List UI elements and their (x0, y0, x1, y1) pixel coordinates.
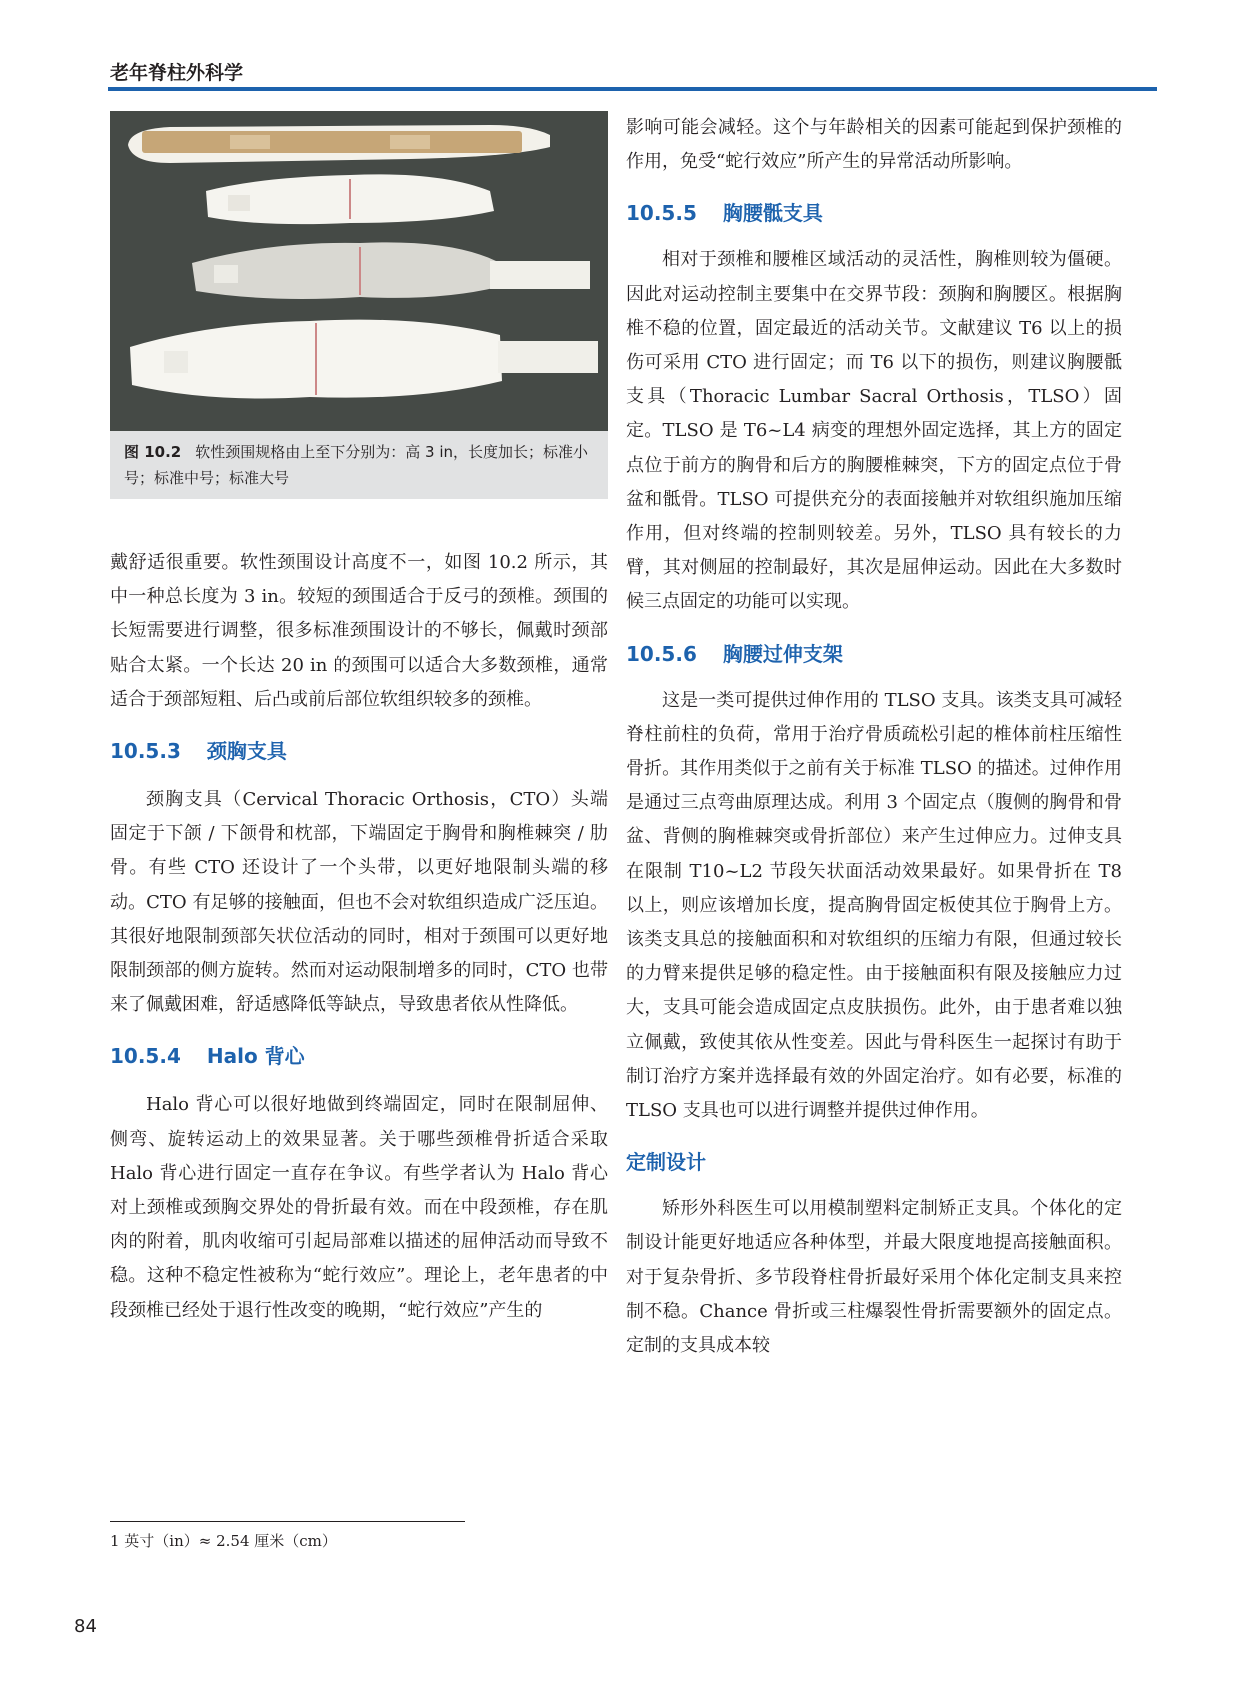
section-heading-custom-design (626, 1146, 1122, 1178)
figure-caption (110, 431, 608, 499)
left-column (110, 111, 608, 1328)
footnote-rule (110, 1521, 465, 1522)
section-title: 定制设计 (626, 1150, 706, 1175)
section-title: 胸腰骶支具 (722, 201, 823, 226)
left-para-1: 戴舒适很重要。软性颈围设计高度不一，如图 10.2 所示，其中一种总长度为 3 in。较短的颈围适合于反弓的颈椎。颈围的长短需要进行调整，很多标准颈围设计的不够长，佩戴时颈部贴合太紧。一个长达 20 in 的颈围可以适合大多数颈椎，通常适合于颈部短粗、后凸或前后部位软组织较多的颈椎。 (110, 552, 608, 710)
section-number: 10.5.4 (110, 1044, 181, 1069)
figure-label: 图 10.2 (124, 443, 182, 461)
section-heading-10-5-3 (110, 735, 608, 767)
section-number: 10.5.3 (110, 739, 181, 764)
figure-10-2 (110, 111, 608, 499)
header-rule (108, 87, 1157, 91)
section-heading-10-5-5 (626, 197, 1122, 229)
right-para-3: 这是一类可提供过伸作用的 TLSO 支具。该类支具可减轻脊柱前柱的负荷，常用于治疗骨质疏松引起的椎体前柱压缩性骨折。其作用类似于之前有关于标准 TLSO 的描述。过伸作用是通过三点弯曲原理达成。利用 3 个固定点（腹侧的胸骨和骨盆、背侧的胸椎棘突或骨折部位）来产生过伸应力。过伸支具在限制 T10~L2 节段矢状面活动效果最好。如果骨折在 T8 以上，则应该增加长度，提高胸骨固定板使其位于胸骨上方。该类支具总的接触面积和对软组织的压缩力有限，但通过较长的力臂来提供足够的稳定性。由于接触面积有限及接触应力过大，支具可能会造成固定点皮肤损伤。此外，由于患者难以独立佩戴，致使其依从性变差。因此与骨科医生一起探讨有助于制订治疗方案并选择最有效的外固定治疗。如有必要，标准的 TLSO 支具也可以进行调整并提供过伸作用。 (626, 689, 1122, 1122)
left-para-2: 颈胸支具（Cervical Thoracic Orthosis，CTO）头端固定于下颌 / 下颌骨和枕部，下端固定于胸骨和胸椎棘突 / 肋骨。有些 CTO 还设计了一个头带，以更好地限制头端的移动。CTO 有足够的接触面，但也不会对软组织造成广泛压迫。其很好地限制颈部矢状位活动的同时，相对于颈围可以更好地限制颈部的侧方旋转。然而对运动限制增多的同时，CTO 也带来了佩戴困难，舒适感降低等缺点，导致患者依从性降低。 (110, 789, 608, 1016)
section-heading-10-5-4 (110, 1040, 608, 1072)
section-heading-10-5-6 (626, 638, 1122, 670)
footnote: 1 英寸（in）≈ 2.54 厘米（cm） (110, 1532, 337, 1550)
right-para-1: 影响可能会减轻。这个与年龄相关的因素可能起到保护颈椎的作用，免受“蛇行效应”所产生的异常活动所影响。 (626, 117, 1122, 173)
cervical-collar-photo (110, 111, 608, 431)
section-title: 胸腰过伸支架 (722, 641, 843, 666)
left-para-3: Halo 背心可以很好地做到终端固定，同时在限制屈伸、侧弯、旋转运动上的效果显著。关于哪些颈椎骨折适合采取 Halo 背心进行固定一直存在争议。有些学者认为 Halo 背心对上颈椎或颈胸交界处的骨折最有效。而在中段颈椎，存在肌肉的附着，肌肉收缩可引起局部难以描述的屈伸活动而导致不稳。这种不稳定性被称为“蛇行效应”。理论上，老年患者的中段颈椎已经处于退行性改变的晚期，“蛇行效应”产生的 (110, 1094, 608, 1321)
section-title: 颈胸支具 (206, 739, 287, 764)
section-number: 10.5.6 (626, 641, 697, 666)
page-number: 84 (74, 1616, 97, 1637)
section-title: Halo 背心 (206, 1044, 305, 1069)
right-para-2: 相对于颈椎和腰椎区域活动的灵活性，胸椎则较为僵硬。因此对运动控制主要集中在交界节段：颈胸和胸腰区。根据胸椎不稳的位置，固定最近的活动关节。文献建议 T6 以上的损伤可采用 CTO 进行固定；而 T6 以下的损伤，则建议胸腰骶支具（Thoracic Lumbar Sacral Orthosis，TLSO）固定。TLSO 是 T6~L4 病变的理想外固定选择，其上方的固定点位于前方的胸骨和后方的胸腰椎棘突，下方的固定点位于骨盆和骶骨。TLSO 可提供充分的表面接触并对软组织施加压缩作用，但对终端的控制则较差。另外，TLSO 具有较长的力臂，其对侧屈的控制最好，其次是屈伸运动。因此在大多数时候三点固定的功能可以实现。 (626, 249, 1122, 613)
section-number: 10.5.5 (626, 201, 697, 226)
right-column (626, 111, 1122, 1363)
right-para-4: 矫形外科医生可以用模制塑料定制矫正支具。个体化的定制设计能更好地适应各种体型，并最大限度地提高接触面积。对于复杂骨折、多节段脊柱骨折最好采用个体化定制支具来控制不稳。Chance 骨折或三柱爆裂性骨折需要额外的固定点。定制的支具成本较 (626, 1198, 1122, 1357)
running-head: 老年脊柱外科学 (110, 62, 244, 84)
figure-caption-text: 软性颈围规格由上至下分别为：高 3 in，长度加长；标准小号；标准中号；标准大号 (124, 443, 588, 487)
